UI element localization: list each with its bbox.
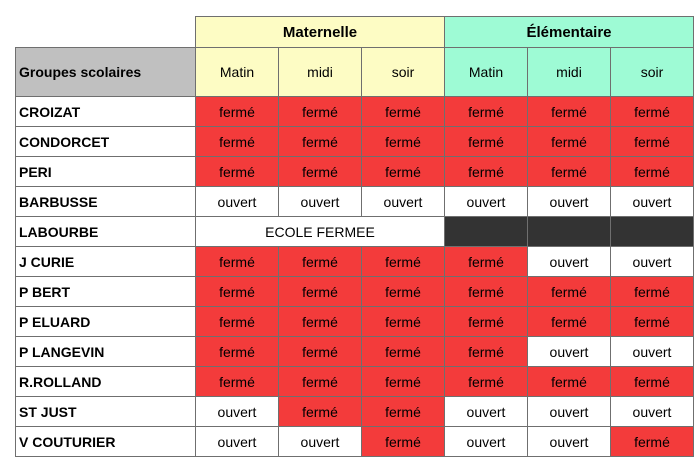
status-cell: fermé <box>445 127 528 157</box>
status-cell: fermé <box>362 127 445 157</box>
status-cell: fermé <box>445 277 528 307</box>
status-cell: ouvert <box>196 427 279 457</box>
status-cell: ouvert <box>528 397 611 427</box>
status-cell: ouvert <box>445 427 528 457</box>
corner-cell <box>16 17 196 48</box>
status-cell: ouvert <box>196 397 279 427</box>
status-cell: fermé <box>362 157 445 187</box>
status-cell: fermé <box>611 367 694 397</box>
slot-header: midi <box>279 48 362 97</box>
status-cell: fermé <box>445 247 528 277</box>
status-cell: fermé <box>611 427 694 457</box>
school-name: LABOURBE <box>16 217 196 247</box>
status-cell: ouvert <box>528 337 611 367</box>
groups-column-header: Groupes scolaires <box>16 48 196 97</box>
status-cell: ouvert <box>528 247 611 277</box>
status-cell: fermé <box>528 277 611 307</box>
status-cell: fermé <box>362 97 445 127</box>
school-name: BARBUSSE <box>16 187 196 217</box>
status-cell: fermé <box>445 307 528 337</box>
slot-header: soir <box>611 48 694 97</box>
status-cell: fermé <box>196 307 279 337</box>
elementaire-header: Élémentaire <box>445 17 694 48</box>
status-cell: fermé <box>362 337 445 367</box>
status-cell: fermé <box>445 157 528 187</box>
status-cell: fermé <box>362 367 445 397</box>
unavailable-cell <box>611 217 694 247</box>
table-row <box>16 217 694 247</box>
status-cell: fermé <box>196 337 279 367</box>
status-cell: fermé <box>362 307 445 337</box>
table-row <box>16 307 694 337</box>
status-cell: fermé <box>528 127 611 157</box>
status-cell: ouvert <box>445 187 528 217</box>
status-cell: fermé <box>362 427 445 457</box>
status-cell: ouvert <box>528 187 611 217</box>
school-name: R.ROLLAND <box>16 367 196 397</box>
status-cell: fermé <box>279 157 362 187</box>
status-cell: ouvert <box>528 427 611 457</box>
school-name: PERI <box>16 157 196 187</box>
table-row <box>16 157 694 187</box>
status-cell: fermé <box>445 97 528 127</box>
school-name: CONDORCET <box>16 127 196 157</box>
status-cell: fermé <box>196 127 279 157</box>
status-cell: fermé <box>611 277 694 307</box>
group-header-row <box>16 17 694 48</box>
status-cell: fermé <box>611 97 694 127</box>
status-cell: fermé <box>611 127 694 157</box>
status-cell: ouvert <box>611 397 694 427</box>
status-cell: fermé <box>196 277 279 307</box>
status-cell: ouvert <box>611 247 694 277</box>
status-cell: fermé <box>528 367 611 397</box>
status-cell: fermé <box>196 247 279 277</box>
status-cell: fermé <box>528 157 611 187</box>
school-name: ST JUST <box>16 397 196 427</box>
status-cell: fermé <box>279 247 362 277</box>
table-row <box>16 97 694 127</box>
slot-header: Matin <box>196 48 279 97</box>
status-cell: fermé <box>362 397 445 427</box>
maternelle-header: Maternelle <box>196 17 445 48</box>
school-status-table <box>15 16 694 457</box>
unavailable-cell <box>445 217 528 247</box>
closed-school-note: ECOLE FERMEE <box>196 217 445 247</box>
status-cell: fermé <box>362 277 445 307</box>
table-row <box>16 187 694 217</box>
status-cell: fermé <box>279 127 362 157</box>
table-row <box>16 247 694 277</box>
status-cell: fermé <box>611 157 694 187</box>
status-cell: fermé <box>279 367 362 397</box>
status-cell: fermé <box>279 397 362 427</box>
school-name: CROIZAT <box>16 97 196 127</box>
table-row <box>16 397 694 427</box>
school-name: V COUTURIER <box>16 427 196 457</box>
status-cell: fermé <box>362 247 445 277</box>
school-name: P BERT <box>16 277 196 307</box>
table-row <box>16 127 694 157</box>
status-cell: ouvert <box>196 187 279 217</box>
status-cell: fermé <box>196 157 279 187</box>
status-cell: ouvert <box>279 187 362 217</box>
status-cell: fermé <box>528 97 611 127</box>
school-name: P LANGEVIN <box>16 337 196 367</box>
school-name: J CURIE <box>16 247 196 277</box>
status-cell: fermé <box>279 337 362 367</box>
slot-header: soir <box>362 48 445 97</box>
unavailable-cell <box>528 217 611 247</box>
status-cell: fermé <box>528 307 611 337</box>
status-cell: fermé <box>279 97 362 127</box>
table-row <box>16 367 694 397</box>
status-cell: ouvert <box>611 337 694 367</box>
status-cell: fermé <box>196 367 279 397</box>
status-cell: ouvert <box>362 187 445 217</box>
slot-header: midi <box>528 48 611 97</box>
table-row <box>16 277 694 307</box>
slot-header-row <box>16 48 694 97</box>
status-cell: fermé <box>611 307 694 337</box>
status-cell: fermé <box>279 277 362 307</box>
status-cell: fermé <box>279 307 362 337</box>
status-cell: ouvert <box>445 397 528 427</box>
status-cell: fermé <box>445 367 528 397</box>
table-row <box>16 337 694 367</box>
table-row <box>16 427 694 457</box>
status-cell: ouvert <box>611 187 694 217</box>
status-cell: fermé <box>445 337 528 367</box>
status-cell: fermé <box>196 97 279 127</box>
school-name: P ELUARD <box>16 307 196 337</box>
status-cell: ouvert <box>279 427 362 457</box>
slot-header: Matin <box>445 48 528 97</box>
